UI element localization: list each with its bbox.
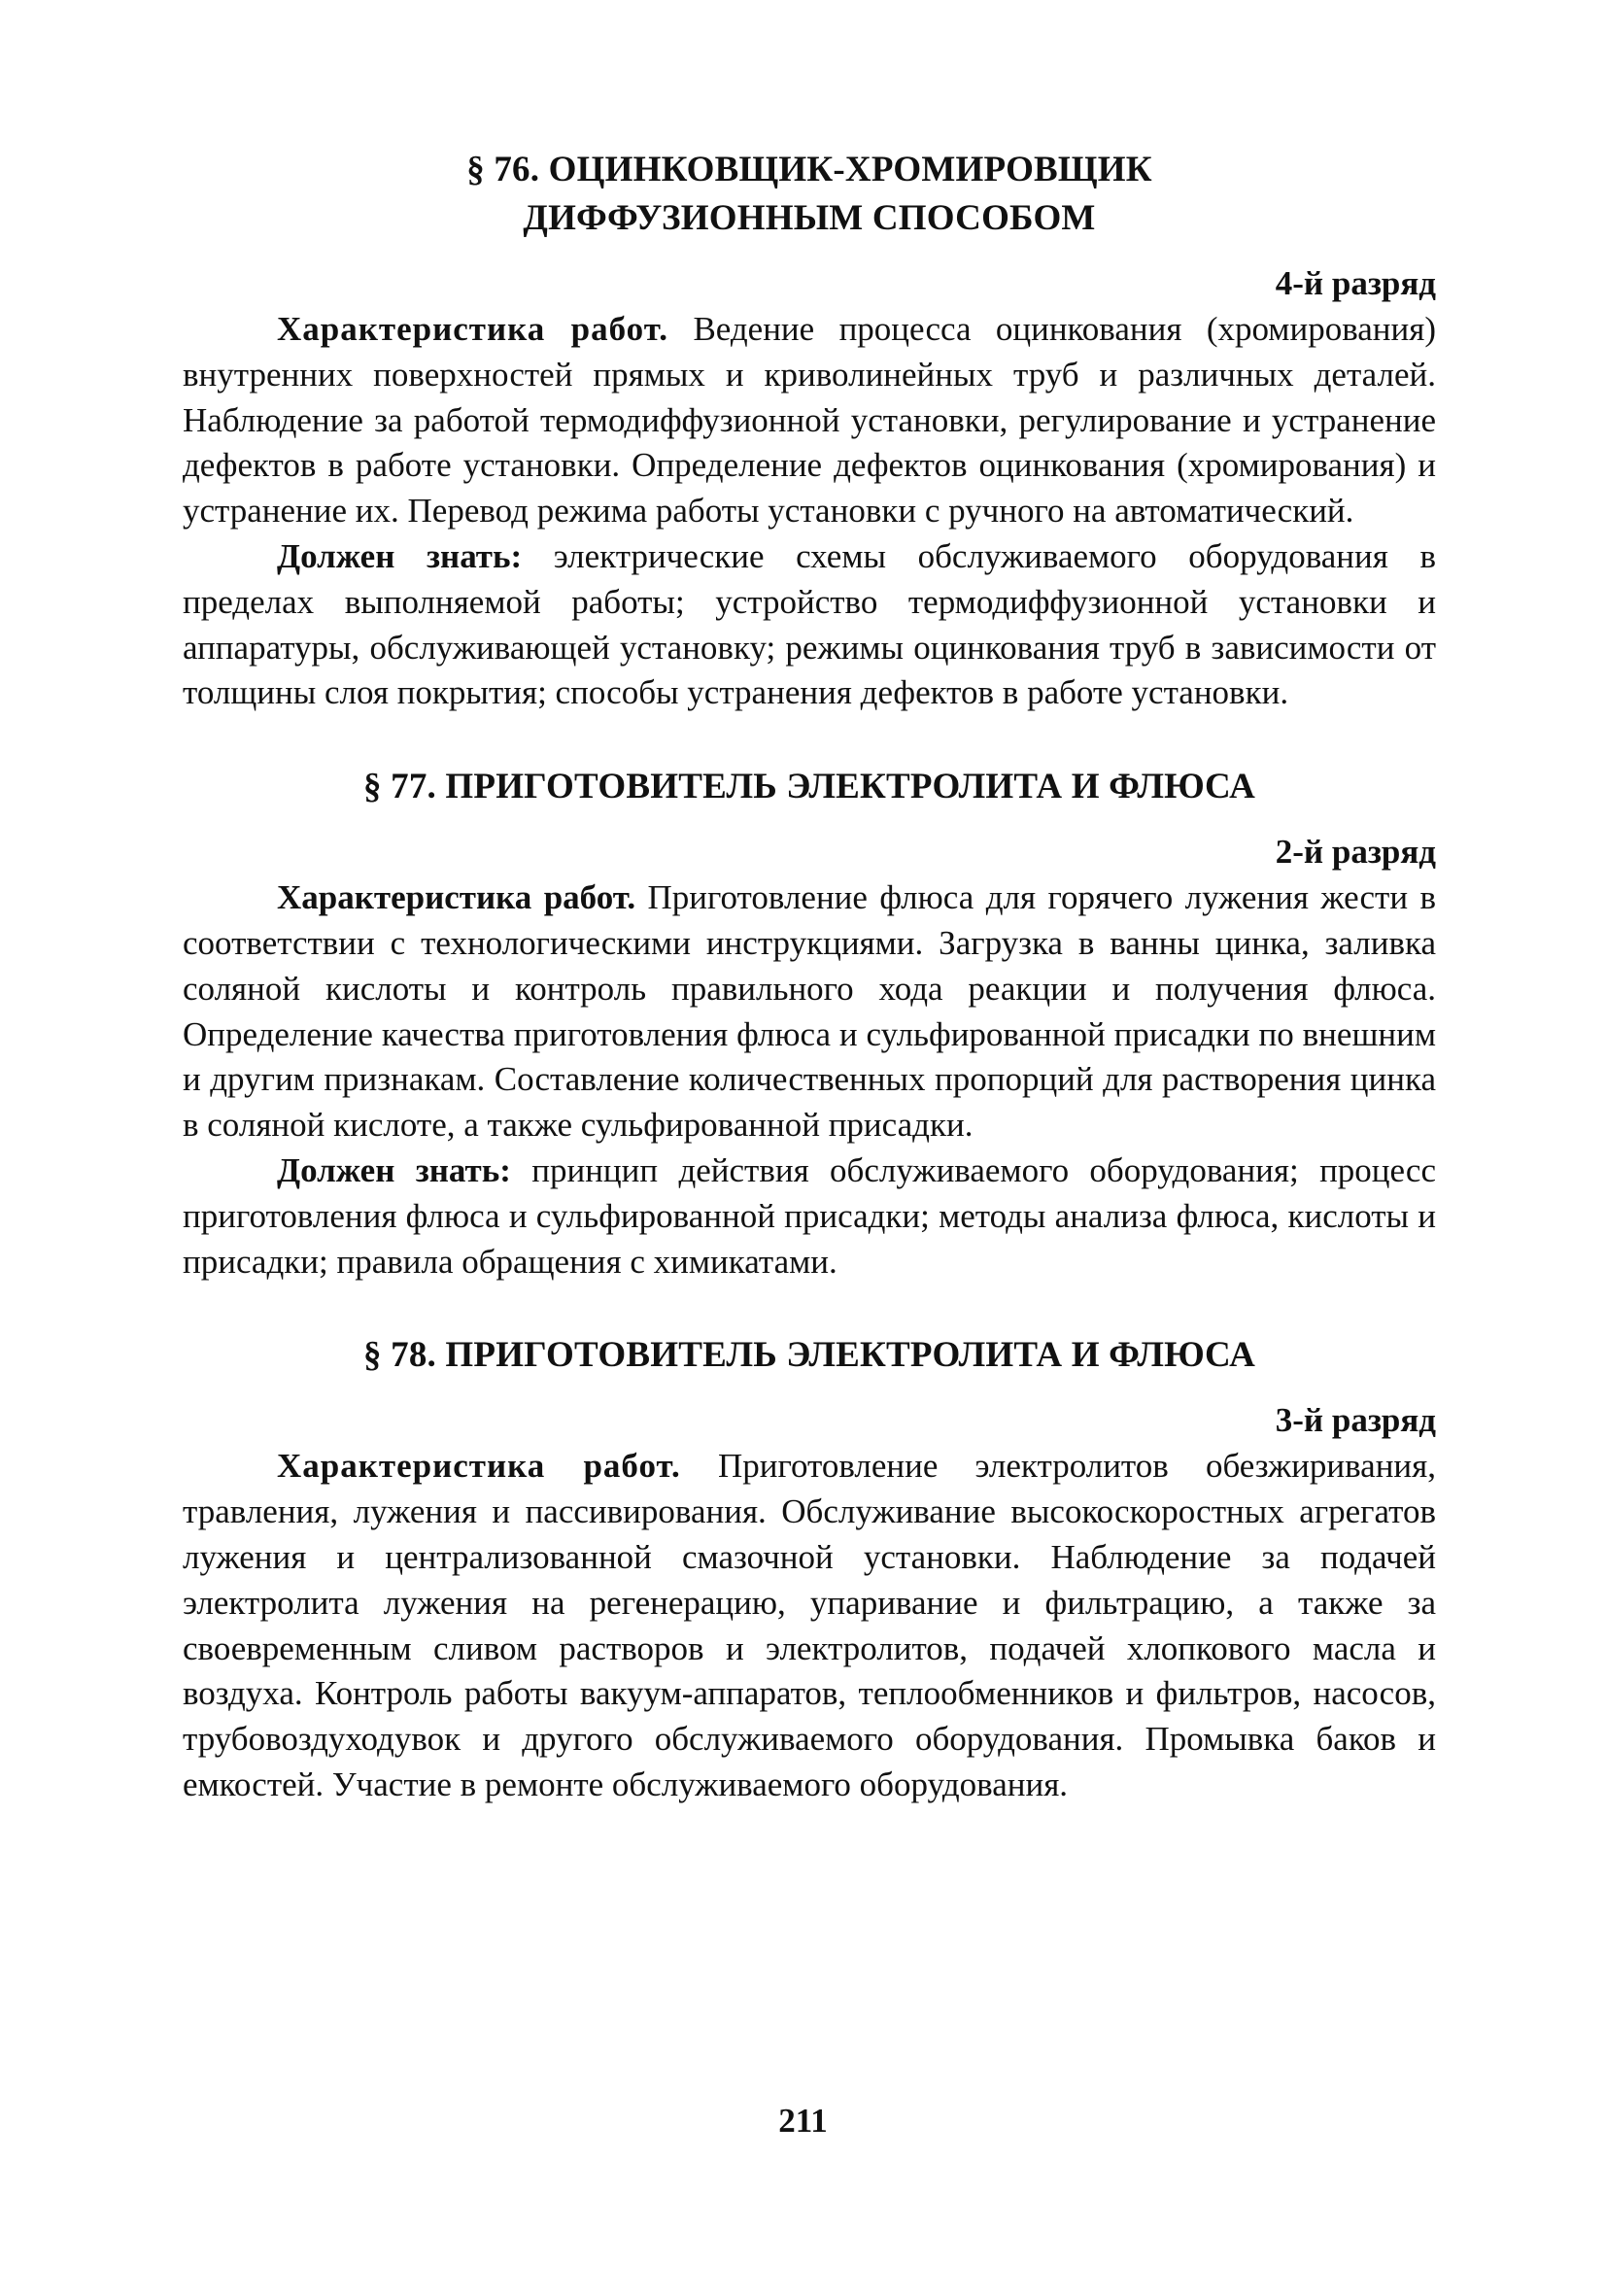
characteristics-paragraph [183,875,1436,1148]
characteristics-paragraph [183,307,1436,534]
knowledge-paragraph [183,1148,1436,1285]
characteristics-lead: Характеристика работ. [277,878,636,917]
rank-label: 4-й разряд [1275,264,1436,302]
section-title: § 78. ПРИГОТОВИТЕЛЬ ЭЛЕКТРОЛИТА И ФЛЮСА [362,1335,1256,1376]
characteristics-text: Приготовление флюса для горячего лужения жести в соответствии с технологическими инструкциями. Загрузка в ванны цинка, заливка соляной кислоты и контроль правильного хода реакции и получения флюса. Определение качества приготовления флюса и сульфированной присадки по внешним и другим признакам. Составление количественных пропорций для растворения цинка в соляной кислоте, а также сульфированной присадки. [183,878,1437,1145]
characteristics-paragraph [183,1444,1436,1807]
section-title: § 77. ПРИГОТОВИТЕЛЬ ЭЛЕКТРОЛИТА И ФЛЮСА [362,767,1256,807]
knowledge-text: принцип действия обслуживаемого оборудования; процесс приготовления флюса и сульфированной присадки; методы анализа флюса, кислоты и присадки; правила обращения с химикатами. [183,1150,1437,1281]
knowledge-paragraph [183,534,1436,716]
characteristics-text: Приготовление электролитов обезжиривания, травления, лужения и пассивирования. Обслуживание высокоскоростных агрегатов лужения и централизованной смазочной установки. Наблюдение за подачей электролита лужения на регенерацию, упаривание и фильтрацию, а также за своевременным сливом растворов и электролитов, подачей хлопкового масла и воздуха. Контроль работы вакуум-аппаратов, теплообменников и фильтров, насосов, трубовоздуходувок и другого обслуживаемого оборудования. Промывка баков и емкостей. Участие в ремонте обслуживаемого оборудования. [183,1447,1437,1803]
section-77 [183,763,1436,1285]
rank-label: 2-й разряд [1275,833,1436,872]
section-76 [183,146,1436,716]
section-title [183,146,1436,243]
section-title-line-2: ДИФФУЗИОННЫМ СПОСОБОМ [523,198,1096,238]
rank-label: 3-й разряд [1275,1401,1436,1440]
document-page [183,146,1436,1808]
characteristics-text: Ведение процесса оцинкования (хромирования) внутренних поверхностей прямых и криволинейных труб и различных деталей. Наблюдение за работой термодиффузионной установки, регулирование и устранение дефектов в работе установки. Определение дефектов оцинкования (хромирования) и устранение их. Перевод режима работы установки с ручного на автоматический. [183,310,1437,531]
section-title-line-1: § 76. ОЦИНКОВЩИК-ХРОМИРОВЩИК [466,150,1152,189]
page-number: 211 [778,2102,828,2140]
characteristics-lead: Характеристика работ. [277,310,669,348]
section-78 [183,1331,1436,1807]
knowledge-lead: Должен знать: [277,536,523,575]
knowledge-text: электрические схемы обслуживаемого оборудования в пределах выполняемой работы; устройство термодиффузионной установки и аппаратуры, обслуживающей установку; режимы оцинкования труб в зависимости от толщины слоя покрытия; способы устранения дефектов в работе установки. [183,536,1437,712]
characteristics-lead: Характеристика работ. [277,1447,681,1486]
knowledge-lead: Должен знать: [277,1150,511,1189]
